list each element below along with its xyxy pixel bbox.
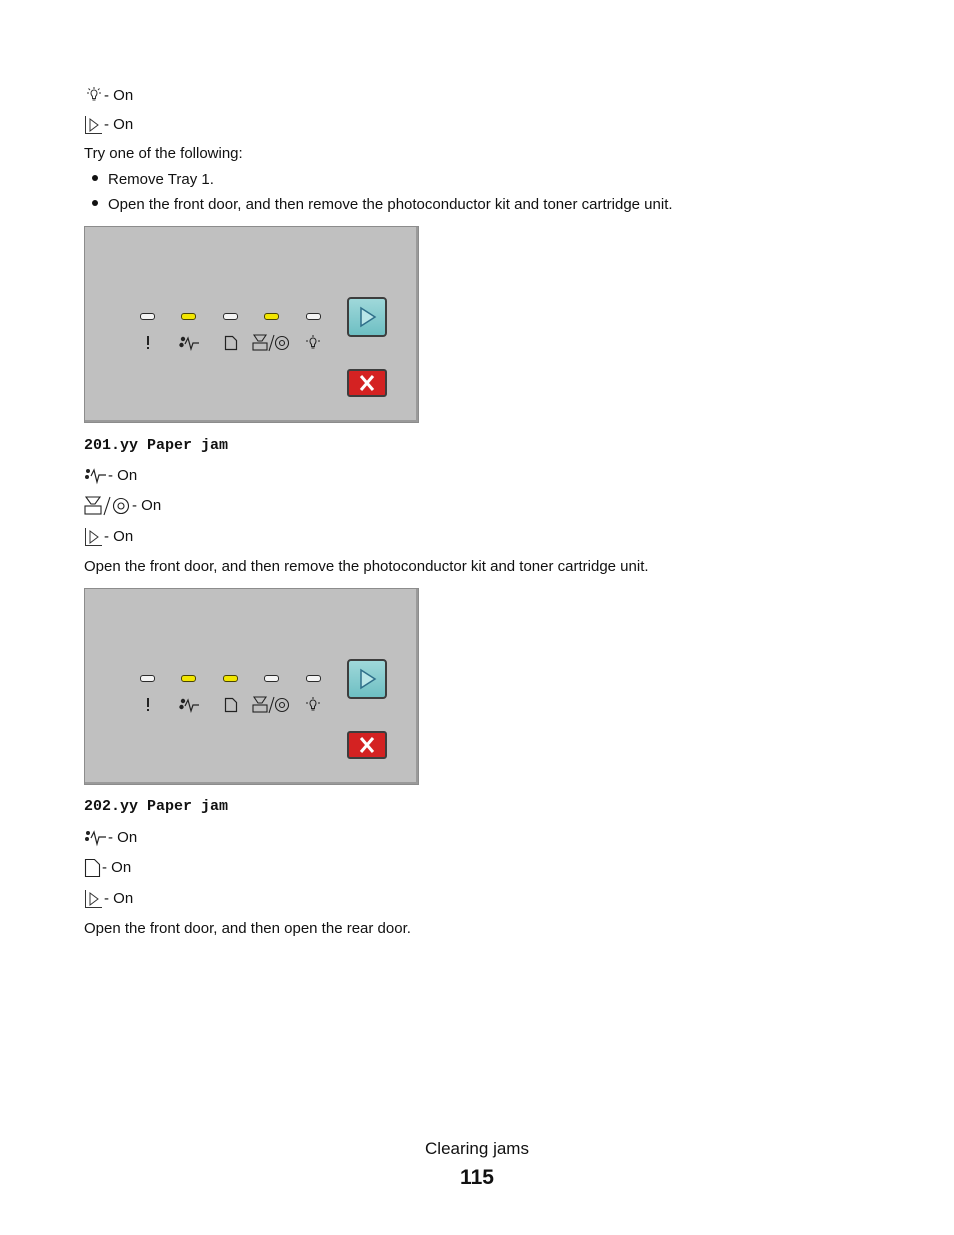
- paper-jam-icon: [84, 829, 108, 847]
- paper-jam-icon: [178, 335, 200, 356]
- led-error: [140, 675, 155, 682]
- continue-button[interactable]: [347, 659, 387, 699]
- error-icon: [144, 697, 152, 718]
- load-paper-icon: [84, 858, 102, 878]
- status-text: - On: [104, 116, 134, 133]
- close-icon: [349, 733, 385, 757]
- led-ready: [306, 313, 321, 320]
- status-line-toner: [84, 496, 161, 516]
- status-text: - On: [108, 467, 138, 484]
- led-paper-jam: [181, 313, 196, 320]
- continue-icon: [84, 116, 104, 134]
- status-line-paper-jam: [84, 828, 137, 848]
- error-icon: [144, 335, 152, 356]
- led-load-paper: [223, 675, 238, 682]
- close-icon: [349, 371, 385, 395]
- continue-icon: [84, 890, 104, 908]
- stop-button[interactable]: [347, 369, 387, 397]
- stop-button[interactable]: [347, 731, 387, 759]
- status-line-paper-jam: [84, 466, 137, 486]
- load-paper-icon: [224, 697, 238, 718]
- page-number: 115: [460, 1166, 494, 1189]
- continue-icon: [84, 528, 104, 546]
- load-paper-icon: [224, 335, 238, 356]
- status-line-load-paper: [84, 858, 131, 878]
- status-text: - On: [104, 890, 134, 907]
- toner-photoconductor-icon: [252, 696, 292, 719]
- ready-light-icon: [303, 335, 323, 358]
- printer-control-panel-1: [84, 226, 419, 423]
- instruction-text: Open the front door, and then remove the photoconductor kit and toner cartridge unit.: [84, 558, 649, 575]
- status-text: - On: [102, 859, 132, 876]
- list-item: Open the front door, and then remove the photoconductor kit and toner cartridge unit.: [92, 195, 673, 215]
- continue-button[interactable]: [347, 297, 387, 337]
- led-toner: [264, 675, 279, 682]
- status-text: - On: [104, 87, 134, 104]
- paper-jam-icon: [178, 697, 200, 718]
- play-icon: [349, 299, 385, 335]
- intro-text: Try one of the following:: [84, 145, 243, 162]
- ready-light-icon: [84, 87, 104, 105]
- status-line-continue: [84, 527, 133, 547]
- error-code-heading: 202.yy Paper jam: [84, 798, 229, 815]
- led-toner: [264, 313, 279, 320]
- led-paper-jam: [181, 675, 196, 682]
- play-icon: [349, 661, 385, 697]
- ready-light-icon: [303, 697, 323, 720]
- paper-jam-icon: [84, 467, 108, 485]
- footer-section-title: Clearing jams: [425, 1139, 529, 1158]
- list-item: Remove Tray 1.: [92, 170, 214, 190]
- status-text: - On: [108, 829, 138, 846]
- led-load-paper: [223, 313, 238, 320]
- led-error: [140, 313, 155, 320]
- led-ready: [306, 675, 321, 682]
- error-code-heading: 201.yy Paper jam: [84, 437, 229, 454]
- instruction-text: Open the front door, and then open the rear door.: [84, 920, 411, 937]
- status-line-continue: [84, 115, 133, 135]
- status-line-ready: [84, 86, 133, 106]
- status-text: - On: [104, 528, 134, 545]
- status-line-continue: [84, 889, 133, 909]
- toner-photoconductor-icon: [84, 496, 132, 516]
- toner-photoconductor-icon: [252, 334, 292, 357]
- printer-control-panel-2: [84, 588, 419, 785]
- status-text: - On: [132, 497, 162, 514]
